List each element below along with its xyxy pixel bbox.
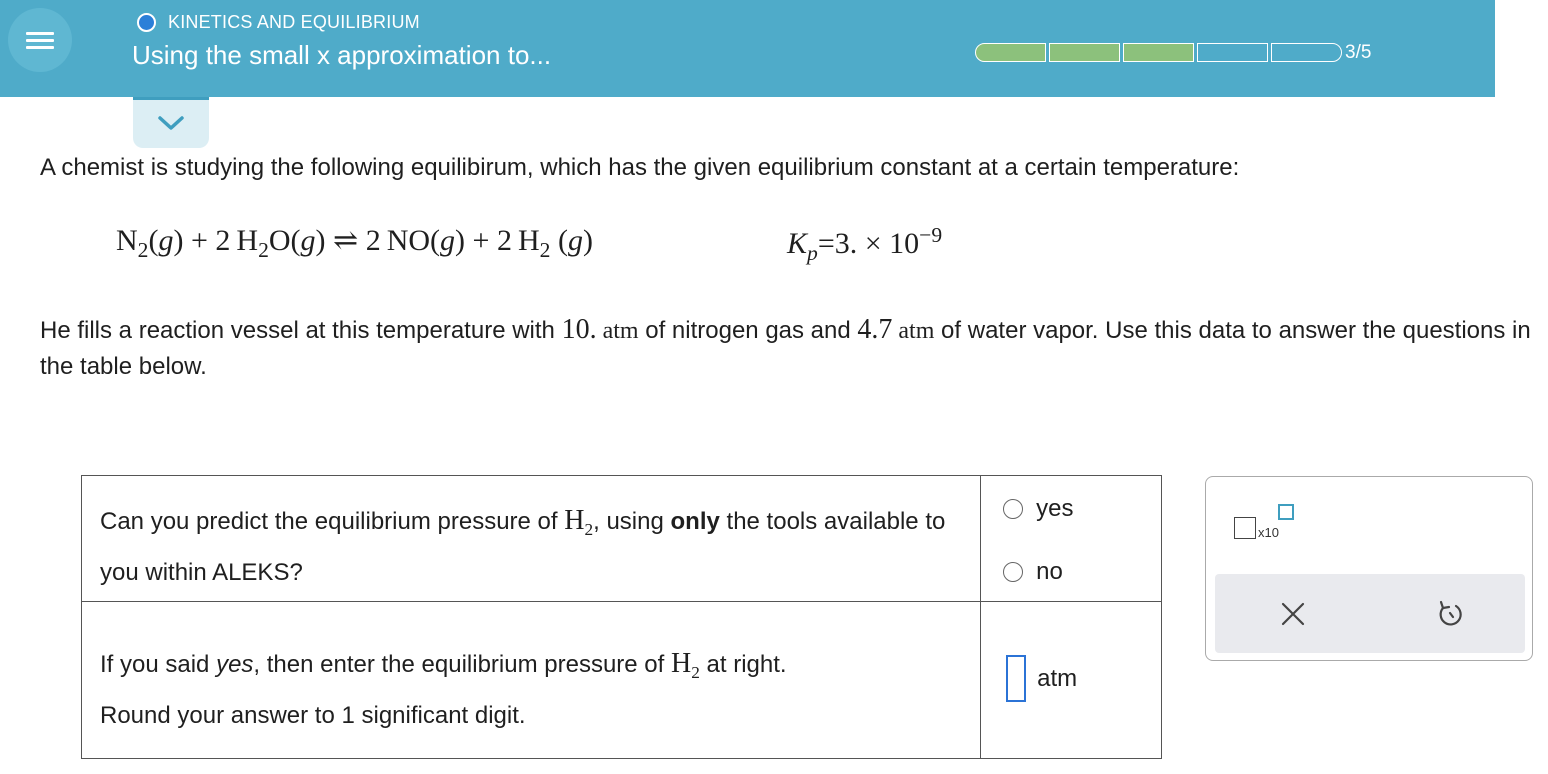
- topic-label: KINETICS AND EQUILIBRIUM: [168, 11, 420, 32]
- product-h2: 2 $H_2$ (g): [496, 224, 593, 262]
- scientific-notation-button[interactable]: x10: [1234, 502, 1296, 544]
- undo-button[interactable]: [1432, 596, 1468, 632]
- progress-segment: [1049, 43, 1120, 62]
- plus-sign: +: [190, 224, 208, 257]
- chemical-equation: [116, 223, 593, 263]
- answer-1: [981, 476, 1162, 602]
- option-yes[interactable]: [981, 494, 1161, 524]
- problem-data: He fills a reaction vessel at this temperature with 10. atm of nitrogen gas and 4.7 atm of water vapor. Use this data to answer the questions in the table below.: [40, 314, 1531, 380]
- radio-yes[interactable]: [1003, 499, 1023, 519]
- plus-sign: +: [472, 224, 490, 257]
- equilibrium-arrow: ⇌: [333, 224, 359, 257]
- progress-segment: [1271, 43, 1342, 62]
- undo-icon: [1432, 596, 1468, 632]
- clear-button[interactable]: [1275, 596, 1311, 632]
- header-bar: [0, 0, 1495, 97]
- equilibrium-constant: $K_p=3$. × $10^{-9}$: [787, 223, 943, 265]
- progress-segment: [1123, 43, 1194, 62]
- expand-header-button[interactable]: [133, 97, 209, 148]
- table-row: [82, 476, 1162, 602]
- option-no[interactable]: [981, 557, 1161, 587]
- tools-panel: [1205, 476, 1533, 661]
- reactant-h2o: 2 $H_2O(g)$: [215, 224, 326, 262]
- table-row: [82, 602, 1162, 759]
- reactant-n2: $N_2(g)$: [116, 224, 184, 262]
- topic-status-icon: [137, 13, 156, 32]
- menu-button[interactable]: [8, 8, 72, 72]
- option-no-label: no: [1036, 558, 1063, 585]
- unit-label: atm: [1037, 664, 1078, 692]
- question-1: Can you predict the equilibrium pressure of $H_2$, using only the tools available to you within ALEKS?: [82, 476, 981, 602]
- tool-actions: [1215, 574, 1525, 653]
- topic-row: [137, 11, 420, 33]
- pressure-input[interactable]: [1006, 655, 1026, 702]
- page-title: Using the small x approximation to...: [132, 40, 552, 70]
- question-2: If you said yes, then enter the equilibrium pressure of $H_2$ at right. Round your answer to 1 significant digit.: [82, 602, 981, 759]
- progress-segment: [1197, 43, 1268, 62]
- question-table: [81, 475, 1162, 759]
- close-icon: [1275, 596, 1311, 632]
- product-no: 2 NO(g): [365, 224, 466, 257]
- progress-label: 3/5: [1345, 42, 1372, 63]
- answer-2: [981, 602, 1162, 759]
- problem-intro: A chemist is studying the following equilibirum, which has the given equilibrium constant at a certain temperature:: [40, 154, 1240, 181]
- progress-bar: [975, 43, 1342, 62]
- option-yes-label: yes: [1036, 495, 1074, 522]
- chevron-down-icon: [157, 115, 185, 133]
- radio-no[interactable]: [1003, 562, 1023, 582]
- progress-segment: [975, 43, 1046, 62]
